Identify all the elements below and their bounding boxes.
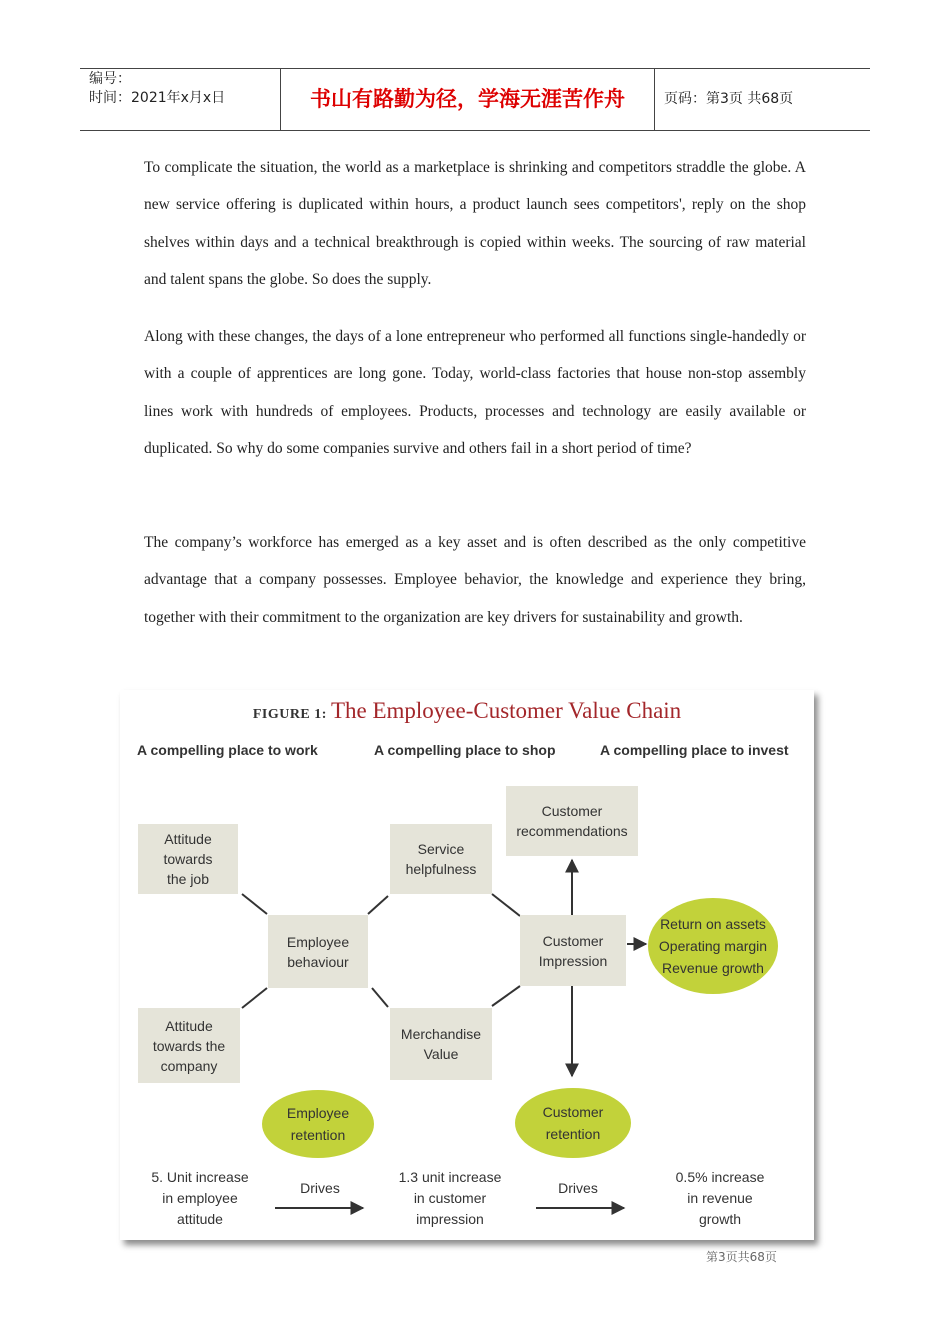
figure-title-text: The Employee-Customer Value Chain (330, 698, 682, 723)
column-heading-invest: A compelling place to invest (600, 742, 789, 758)
connector-service-to-impression (492, 894, 520, 916)
oval-financial-outcomes: Return on assets Operating margin Revenue growth (648, 898, 778, 994)
connector-company-to-behaviour (242, 988, 267, 1008)
header-page-info: 页码：第3页 共68页 (664, 91, 794, 107)
box-employee-behaviour: Employee behaviour (268, 915, 368, 988)
value-chain-figure (120, 690, 814, 1240)
connector-merchandise-to-impression (492, 986, 520, 1006)
bottom-employee-attitude: 5. Unit increase in employee attitude (151, 1169, 249, 1227)
paragraph-2: Along with these changes, the days of a lone entrepreneur who performed all functions single-handedly or with a couple of apprentices are long gone. Today, world-class factories that house non-stop assembly lines work with hundreds of employees. Products, processes and technology are easily available or duplicated. So why do some companies survive and others fail in a short period of time? (144, 328, 806, 458)
time-label: 时间：2021年x月x日 (89, 90, 226, 106)
bottom-drives-2: Drives (558, 1180, 598, 1196)
figure-title (120, 698, 814, 724)
box-customer-impression: Customer Impression (520, 915, 626, 986)
box-customer-recommendations: Customer recommendations (506, 786, 638, 856)
oval-employee-retention: Employee retention (262, 1090, 374, 1158)
column-heading-shop: A compelling place to shop (374, 742, 556, 758)
box-attitude-company: Attitude towards the company (138, 1008, 240, 1083)
header-meta-cell (80, 69, 281, 130)
box-service-helpfulness: Service helpfulness (390, 824, 492, 894)
oval-customer-retention: Customer retention (515, 1088, 631, 1158)
connector-behaviour-to-merchandise (372, 988, 388, 1007)
bottom-customer-impression: 1.3 unit increase in customer impression (398, 1169, 502, 1227)
serial-label: 编号： (89, 71, 131, 87)
header-motto: 书山有路勤为径，学海无涯苦作舟 (281, 69, 655, 130)
paragraph-1: To complicate the situation, the world as a marketplace is shrinking and competitors straddle the globe. A new service offering is duplicated within hours, a product launch sees competitors', reply on the shop shelves within days and a technical breakthrough is copied within weeks. The sourcing of raw material and talent spans the globe. So does the supply. (144, 159, 806, 289)
figure-label: FIGURE 1: (252, 707, 327, 722)
footer-page-number: 第3页共68页 (706, 1250, 777, 1264)
column-heading-work: A compelling place to work (137, 742, 318, 758)
page-header (80, 68, 870, 131)
connector-job-to-behaviour (242, 894, 267, 914)
bottom-revenue-growth: 0.5% increase in revenue growth (675, 1169, 765, 1227)
connector-behaviour-to-service (368, 896, 388, 914)
box-attitude-job: Attitude towards the job (138, 824, 238, 894)
bottom-drives-1: Drives (300, 1180, 340, 1196)
paragraph-3: The company’s workforce has emerged as a key asset and is often described as the only competitive advantage that a company possesses. Employee behavior, the knowledge and experience they bring, together with their commitment to the organization are key drivers for sustainability and growth. (144, 534, 806, 626)
box-merchandise-value: Merchandise Value (390, 1008, 492, 1080)
